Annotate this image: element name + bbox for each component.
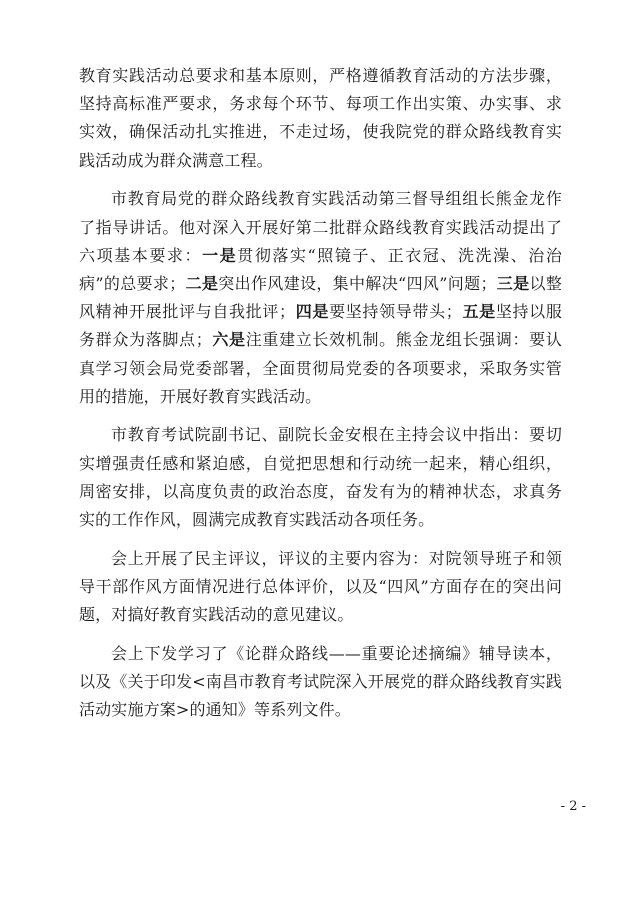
paragraph-text: 要坚持领导带头； [329,302,462,322]
bold-item-label: 三是 [496,273,530,293]
paragraph-text: 教育实践活动总要求和基本原则，严格遵循教育活动的方法步骤，坚持高标准严要求，务求每个环节、每项工作出实策、办实事、求实效，确保活动扎实推进，不走过场，使我院党的群众路线教育实践活动成为群众满意工程。 [79,66,562,170]
bold-item-label: 四是 [295,302,330,322]
bold-item-label: 五是 [461,302,496,322]
paragraph-text: 以整风精神开展批评与自我批评； [79,273,562,322]
paragraph [79,640,562,725]
paragraph-text: 贯彻落实“照镜子、正衣冠、洗洗澡、治治病”的总要求； [79,245,562,293]
paragraph [79,545,562,630]
paragraph-text: 注重建立长效机制。熊金龙组长强调：要认真学习领会局党委部署，全面贯彻局党委的各项要求，采取务实管用的措施，开展好教育实践活动。 [79,330,562,406]
paragraph [79,421,562,534]
paragraph-text: 会上开展了民主评议，评议的主要内容为：对院领导班子和领导干部作风方面情况进行总体评价，以及“四风”方面存在的突出问题，对搞好教育实践活动的意见建议。 [79,548,562,625]
page-number: - 2 - [560,799,586,814]
paragraph [79,185,562,411]
paragraph-text: 会上下发学习了《论群众路线——重要论述摘编》辅导读本，以及《关于印发<南昌市教育考试院深入开展党的群众路线教育实践活动实施方案>的通知》等系列文件。 [79,643,562,720]
paragraph-text: 坚持以服务群众为落脚点； [79,302,562,350]
paragraph-text: 市教育局党的群众路线教育实践活动第三督导组组长熊金龙作了指导讲话。他对深入开展好第二批群众路线教育实践活动提出了六项基本要求： [79,189,562,265]
bold-item-label: 六是 [211,330,246,350]
bold-item-label: 二是 [185,273,219,293]
bold-item-label: 一是 [202,245,238,265]
document-body [79,62,562,735]
paragraph-text: 突出作风建设，集中解决“四风”问题； [218,273,497,293]
paragraph [79,62,562,175]
paragraph-text: 市教育考试院副书记、副院长金安根在主持会议中指出：要切实增强责任感和紧迫感，自觉把思想和行动统一起来，精心组织，周密安排，以高度负责的政治态度，奋发有为的精神状态，求真务实的工作作风，圆满完成教育实践活动各项任务。 [79,425,562,530]
